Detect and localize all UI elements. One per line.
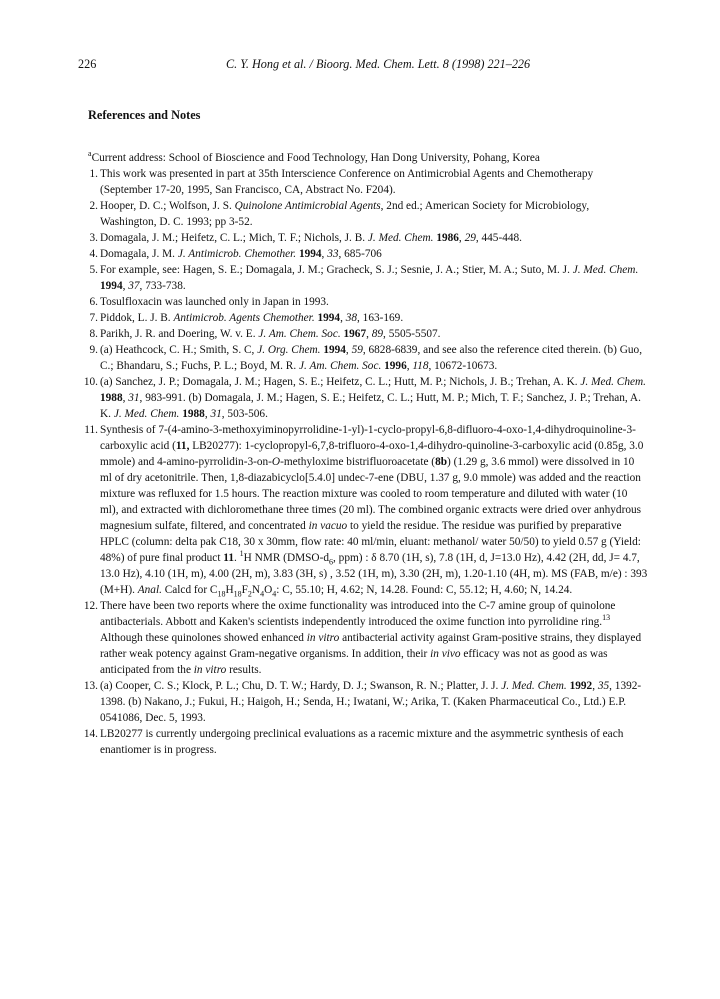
reference-number: 10. xyxy=(83,376,98,388)
reference-3: 3. Domagala, J. M.; Heifetz, C. L.; Mich, T. F.; Nichols, J. B. J. Med. Chem. 1986, 29, 445-448. xyxy=(88,230,648,246)
reference-9: 9. (a) Heathcock, C. H.; Smith, S. C, J. Org. Chem. 1994, 59, 6828-6839, and see also the reference cited therein. (b) Guo, C.; Bhandaru, S.; Fuchs, P. L.; Boyd, M. R. J. Am. Chem. Soc. 1996, 118, 10672-10673. xyxy=(88,342,648,374)
footnote-current-address: $^a$Current address: School of Bioscience and Food Technology, Han Dong University, Pohang, Korea xyxy=(88,149,540,164)
reference-number: 12. xyxy=(83,600,98,612)
reference-1: 1. This work was presented in part at 35th Interscience Conference on Antimicrobial Agents and Chemotherapy (September 17-20, 1995, San Francisco, CA, Abstract No. F204). xyxy=(88,166,648,198)
reference-number: 7. xyxy=(89,312,98,324)
reference-number: 1. xyxy=(89,168,98,180)
page-header xyxy=(78,57,640,73)
reference-number: 14. xyxy=(83,728,98,740)
reference-12: 12. There have been two reports where the oxime functionality was introduced into the C-7 amine group of quinolone antibacterials. Abbott and Kaken's scientists independently introduced the oxime function into pyrrolidine ring.$^{13}$ Although these quinolones showed enhanced in vitro antibacterial activity against Gram-positive strains, they displayed rather weak potency against Gram-negative organisms. In addition, their in vivo efficacy was not as good as was anticipated from the in vitro results. xyxy=(88,598,648,678)
reference-number: 11. xyxy=(84,424,98,436)
reference-number: 13. xyxy=(83,680,98,692)
reference-number: 6. xyxy=(89,296,98,308)
reference-list xyxy=(83,149,648,758)
reference-number: 3. xyxy=(89,232,98,244)
page-number: 226 xyxy=(78,57,97,71)
reference-2: 2. Hooper, D. C.; Wolfson, J. S. Quinolone Antimicrobial Agents, 2nd ed.; American Society for Microbiology, Washington, D. C. 1993; pp 3-52. xyxy=(88,198,648,230)
footnote-mark: a xyxy=(88,149,92,159)
reference-13: 13. (a) Cooper, C. S.; Klock, P. L.; Chu, D. T. W.; Hardy, D. J.; Swanson, R. N.; Platter, J. J. J. Med. Chem. 1992, 35, 1392-1398. (b) Nakano, J.; Fukui, H.; Haigoh, H.; Senda, H.; Iwatani, W.; Arika, T. (Kaken Pharmaceutical Co., Ltd.) E.P. 0541086, Dec. 5, 1993. xyxy=(88,678,648,726)
reference-number: 2. xyxy=(89,200,98,212)
reference-6: 6. Tosulfloxacin was launched only in Japan in 1993. xyxy=(88,294,648,310)
reference-7: 7. Piddok, L. J. B. Antimicrob. Agents Chemother. 1994, 38, 163-169. xyxy=(88,310,648,326)
section-title: References and Notes xyxy=(88,108,201,122)
reference-4: 4. Domagala, J. M. J. Antimicrob. Chemother. 1994, 33, 685-706 xyxy=(88,246,648,262)
running-title: C. Y. Hong et al. / Bioorg. Med. Chem. Lett. 8 (1998) 221–226 xyxy=(226,57,531,71)
reference-number: 4. xyxy=(89,248,98,260)
reference-11: 11. Synthesis of 7-(4-amino-3-methoxyiminopyrrolidine-1-yl)-1-cyclo-propyl-6,8-difluoro-4-oxo-1,4-dihydroquinoline-3-carboxylic acid (11, LB20277): 1-cyclopropyl-6,7,8-trifluoro-4-oxo-1,4-dihydro-quinoline-3-carboxylic acid (0.85g, 3.0 mmole) and 4-amino-pyrrolidin-3-on-O-methyloxime bistrifluoroacetate (8b) (1.29 g, 3.6 mmol) were dissolved in 10 ml of dry acetonitrile. Then, 1,8-diazabicyclo[5.4.0] undec-7-ene (DBU, 1.37 g, 9.0 mmole) was added and the reaction mixture was refluxed for 1.5 hours. The reaction mixture was cooled to room temperature and diluted with water (10 ml), and extracted with dichloromethane three times (20 ml). The combined organic extracts were dried over anhydrous magnesium sulfate, filtered, and concentrated in vacuo to yield the residue. The residue was purified by preparative HPLC (column: delta pak C18, 30 x 30mm, flow rate: 40 ml/min, eluant: methanol/ water 50/50) to yield 0.57 g (Yield: 48%) of pure final product 11. $^1$H NMR ($DMSO-d_6$, ppm) : δ 8.70 (1H, s), 7.8 (1H, d, J=13.0 Hz), 4.42 (2H, dd, J= 4.7, 13.0 Hz), 4.10 (1H, m), 4.00 (2H, m), 3.83 (3H, s) , 3.52 (1H, m), 3.30 (2H, m), 1.20-1.10 (4H, m). MS (FAB, m/e) : 393 (M+H). Anal. Calcd for $C_{18}H_{18}F_2N_4O_4$: C, 55.10; H, 4.62; N, 14.28. Found: C, 55.12; H, 4.60; N, 14.24. xyxy=(88,422,648,598)
reference-8: 8. Parikh, J. R. and Doering, W. v. E. J. Am. Chem. Soc. 1967, 89, 5505-5507. xyxy=(88,326,648,342)
reference-number: 5. xyxy=(89,264,98,276)
reference-number: 9. xyxy=(89,344,98,356)
reference-14: 14. LB20277 is currently undergoing preclinical evaluations as a racemic mixture and the asymmetric synthesis of each enantiomer is in progress. xyxy=(88,726,648,758)
reference-10: 10. (a) Sanchez, J. P.; Domagala, J. M.; Hagen, S. E.; Heifetz, C. L.; Hutt, M. P.; Nichols, J. B.; Trehan, A. K. J. Med. Chem. 1988, 31, 983-991. (b) Domagala, J. M.; Hagen, S. E.; Heifetz, C. L.; Hutt, M. P.; Mich, T. F.; Sanchez, J. P.; Trehan, A. K. J. Med. Chem. 1988, 31, 503-506. xyxy=(88,374,648,422)
reference-number: 8. xyxy=(89,328,98,340)
reference-5: 5. For example, see: Hagen, S. E.; Domagala, J. M.; Gracheck, S. J.; Sesnie, J. A.; Stier, M. A.; Suto, M. J. J. Med. Chem. 1994, 37, 733-738. xyxy=(88,262,648,294)
